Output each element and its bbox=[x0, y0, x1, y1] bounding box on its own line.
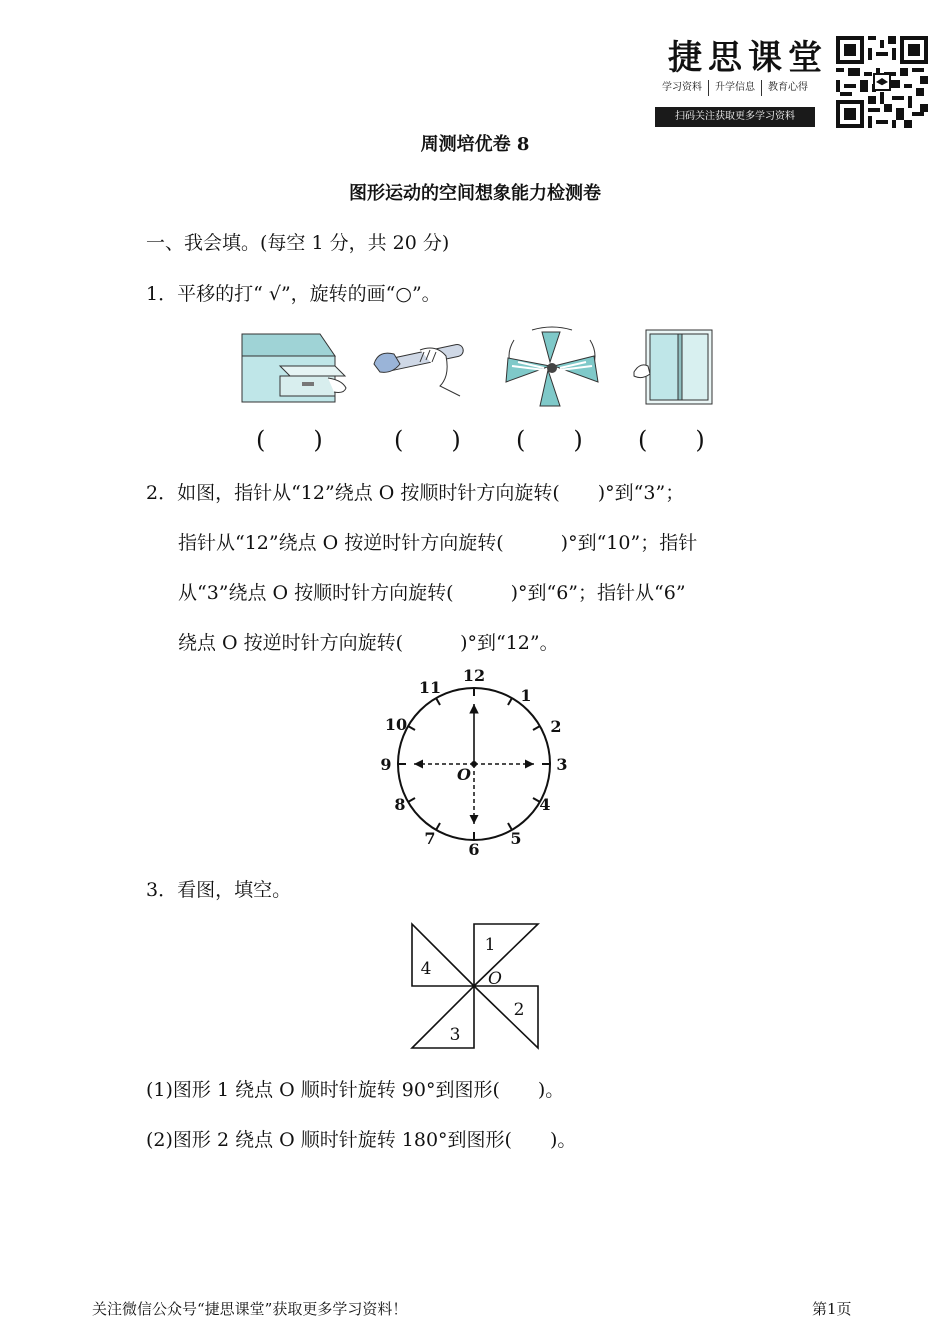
qr-code-icon bbox=[836, 36, 928, 128]
page-title: 周测培优卷 8 bbox=[420, 134, 530, 155]
question-2-line4: 绕点 O 按逆时针方向旋转( )°到“12”。 bbox=[178, 632, 559, 654]
clock-number: 1 bbox=[520, 686, 532, 705]
triangle-3 bbox=[412, 986, 474, 1048]
page-subtitle: 图形运动的空间想象能力检测卷 bbox=[349, 183, 601, 204]
triangle-2 bbox=[474, 986, 538, 1048]
brand-logo-text: 捷思课堂 bbox=[668, 38, 828, 78]
triangle-label: 1 bbox=[484, 935, 496, 955]
triangle-label: 2 bbox=[513, 1000, 525, 1020]
pinwheel-center-label: O bbox=[488, 969, 502, 989]
clock-number: 6 bbox=[468, 840, 480, 859]
clock-number: 2 bbox=[550, 717, 562, 736]
brand-tag: 升学信息 bbox=[709, 80, 762, 96]
section-heading: 一、我会填。(每空 1 分，共 20 分) bbox=[146, 232, 450, 254]
clock-number: 8 bbox=[394, 795, 406, 814]
answer-blank[interactable]: ( ) bbox=[516, 426, 583, 454]
question-1-text: 1．平移的打“ √”，旋转的画“○”。 bbox=[146, 283, 441, 305]
question-3-sub1: (1)图形 1 绕点 O 顺时针旋转 90°到图形( )。 bbox=[146, 1079, 565, 1101]
fan-picture bbox=[502, 326, 602, 408]
brand-tag: 学习资料 bbox=[656, 80, 709, 96]
triangle-1 bbox=[474, 924, 538, 986]
clock-number: 7 bbox=[424, 829, 436, 848]
window-picture bbox=[632, 328, 716, 408]
footer-note: 关注微信公众号“捷思课堂”获取更多学习资料！ bbox=[92, 1300, 408, 1318]
answer-blank[interactable]: ( ) bbox=[256, 426, 323, 454]
question-2-line1: 2．如图，指针从“12”绕点 O 按顺时针方向旋转( )°到“3”； bbox=[146, 482, 685, 504]
clock-center-label: O bbox=[457, 765, 471, 784]
brand-banner: 扫码关注获取更多学习资料 bbox=[655, 107, 815, 127]
clock-number: 3 bbox=[556, 755, 568, 774]
clock-number: 4 bbox=[539, 795, 551, 814]
triangle-label: 4 bbox=[420, 959, 432, 979]
page-number: 第1页 bbox=[812, 1300, 852, 1318]
question-3-sub2: (2)图形 2 绕点 O 顺时针旋转 180°到图形( )。 bbox=[146, 1129, 577, 1151]
brand-tag: 教育心得 bbox=[768, 82, 808, 93]
question-2-line2: 指针从“12”绕点 O 按逆时针方向旋转( )°到“10”；指针 bbox=[178, 532, 698, 554]
brand-tags bbox=[656, 80, 814, 96]
question-3-text: 3．看图，填空。 bbox=[146, 879, 292, 901]
clock-number: 11 bbox=[418, 678, 442, 697]
triangle-label: 3 bbox=[449, 1025, 461, 1045]
clock-number: 5 bbox=[510, 829, 522, 848]
pinwheel-diagram bbox=[408, 920, 544, 1052]
clock-number: 10 bbox=[384, 715, 408, 734]
answer-blank[interactable]: ( ) bbox=[394, 426, 461, 454]
clock-number: 9 bbox=[380, 755, 392, 774]
drawer-picture bbox=[240, 332, 350, 410]
answer-blank[interactable]: ( ) bbox=[638, 426, 705, 454]
wrench-picture bbox=[372, 340, 470, 398]
clock-diagram bbox=[370, 658, 580, 864]
clock-number: 12 bbox=[462, 666, 486, 685]
clock-center bbox=[471, 761, 477, 767]
question-2-line3: 从“3”绕点 O 按顺时针方向旋转( )°到“6”；指针从“6” bbox=[178, 582, 686, 604]
